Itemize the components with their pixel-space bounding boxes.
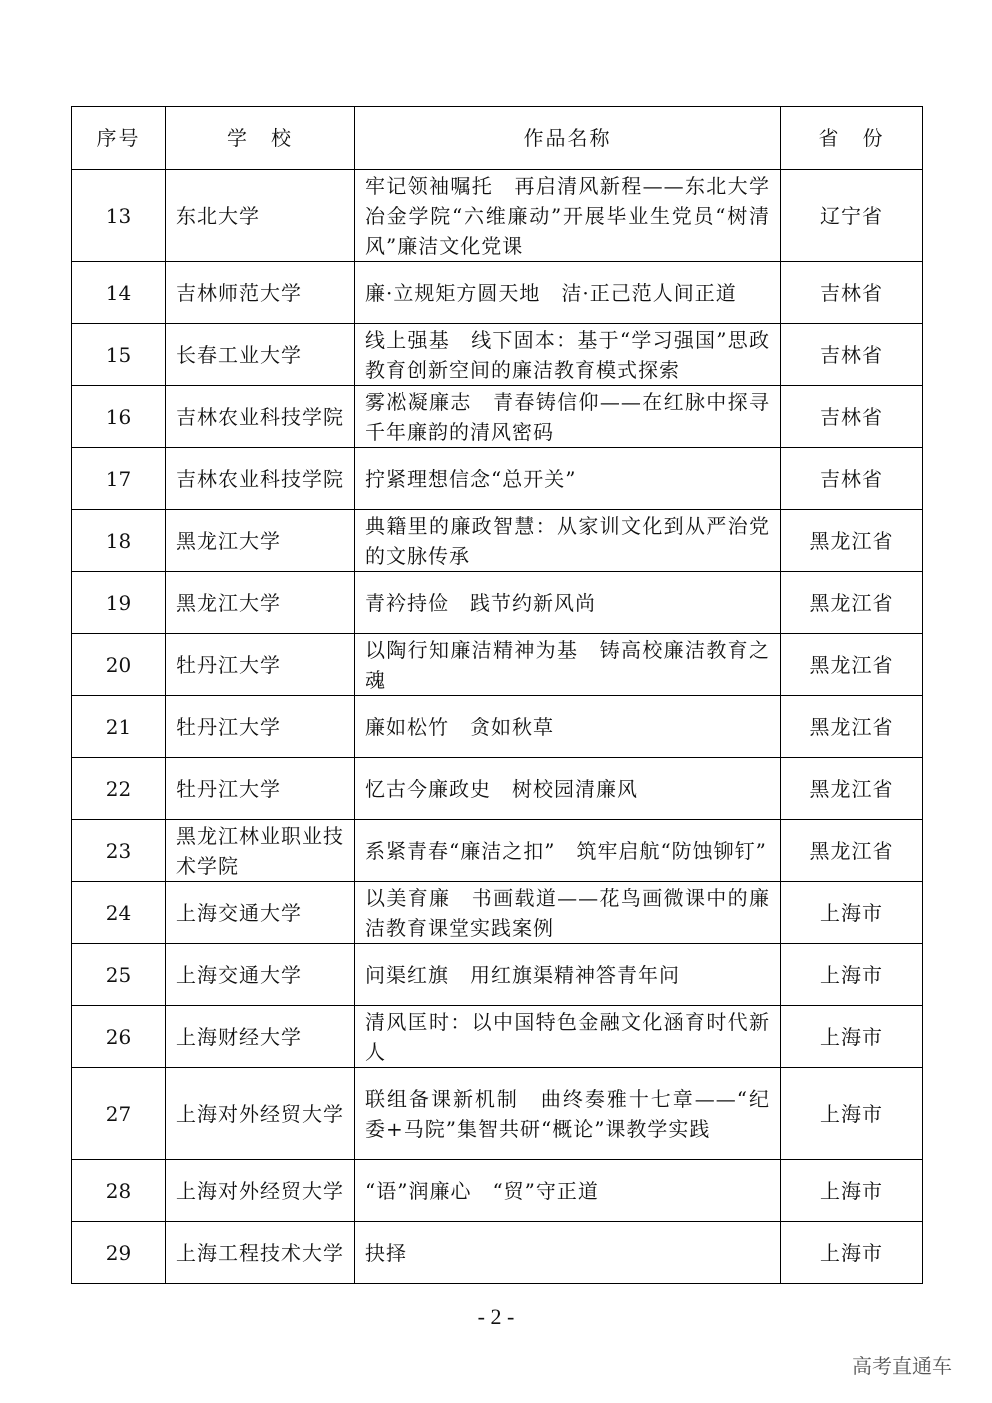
row-num: 14 — [72, 262, 166, 324]
table-row — [72, 944, 923, 1006]
table-row — [72, 1006, 923, 1068]
row-province: 黑龙江省 — [781, 820, 923, 882]
row-province: 吉林省 — [781, 262, 923, 324]
row-work: 忆古今廉政史 树校园清廉风 — [355, 758, 781, 820]
row-num: 21 — [72, 696, 166, 758]
row-province: 黑龙江省 — [781, 758, 923, 820]
row-province: 黑龙江省 — [781, 696, 923, 758]
row-work: 系紧青春“廉洁之扣” 筑牢启航“防蚀铆钉” — [355, 820, 781, 882]
row-num: 17 — [72, 448, 166, 510]
table-row — [72, 820, 923, 882]
row-province: 上海市 — [781, 1222, 923, 1284]
award-table — [71, 106, 923, 1284]
row-school: 牡丹江大学 — [166, 758, 355, 820]
table-row — [72, 758, 923, 820]
row-work: 以陶行知廉洁精神为基 铸高校廉洁教育之魂 — [355, 634, 781, 696]
table-row — [72, 634, 923, 696]
table-row — [72, 696, 923, 758]
row-school: 吉林农业科技学院 — [166, 386, 355, 448]
row-school: 长春工业大学 — [166, 324, 355, 386]
row-num: 15 — [72, 324, 166, 386]
table-header-row — [72, 107, 923, 170]
header-province: 省 份 — [781, 107, 923, 170]
row-school: 吉林农业科技学院 — [166, 448, 355, 510]
row-school: 上海工程技术大学 — [166, 1222, 355, 1284]
row-province: 黑龙江省 — [781, 634, 923, 696]
row-work: 线上强基 线下固本：基于“学习强国”思政教育创新空间的廉洁教育模式探索 — [355, 324, 781, 386]
row-school: 吉林师范大学 — [166, 262, 355, 324]
row-work: 牢记领袖嘱托 再启清风新程——东北大学冶金学院“六维廉动”开展毕业生党员“树清风”廉洁文化党课 — [355, 170, 781, 262]
row-school: 黑龙江林业职业技术学院 — [166, 820, 355, 882]
table-row — [72, 572, 923, 634]
table-row — [72, 324, 923, 386]
row-province: 上海市 — [781, 1006, 923, 1068]
row-num: 23 — [72, 820, 166, 882]
header-num: 序号 — [72, 107, 166, 170]
row-num: 20 — [72, 634, 166, 696]
row-num: 27 — [72, 1068, 166, 1160]
row-work: 以美育廉 书画载道——花鸟画微课中的廉洁教育课堂实践案例 — [355, 882, 781, 944]
row-work: 典籍里的廉政智慧：从家训文化到从严治党的文脉传承 — [355, 510, 781, 572]
row-num: 24 — [72, 882, 166, 944]
header-work: 作品名称 — [355, 107, 781, 170]
row-work: 拧紧理想信念“总开关” — [355, 448, 781, 510]
watermark-text: 高考直通车 — [852, 1354, 952, 1378]
row-work: 廉如松竹 贪如秋草 — [355, 696, 781, 758]
row-work: 雾凇凝廉志 青春铸信仰——在红脉中探寻千年廉韵的清风密码 — [355, 386, 781, 448]
row-work: 联组备课新机制 曲终奏雅十七章——“纪委+马院”集智共研“概论”课教学实践 — [355, 1068, 781, 1160]
row-province: 上海市 — [781, 1068, 923, 1160]
row-work: 抉择 — [355, 1222, 781, 1284]
table-row — [72, 882, 923, 944]
table-row — [72, 262, 923, 324]
row-province: 吉林省 — [781, 386, 923, 448]
table-row — [72, 510, 923, 572]
row-num: 16 — [72, 386, 166, 448]
page-number: - 2 - — [477, 1304, 515, 1329]
row-school: 黑龙江大学 — [166, 510, 355, 572]
row-num: 29 — [72, 1222, 166, 1284]
row-num: 28 — [72, 1160, 166, 1222]
row-num: 18 — [72, 510, 166, 572]
row-school: 上海财经大学 — [166, 1006, 355, 1068]
row-province: 吉林省 — [781, 324, 923, 386]
row-work: 问渠红旗 用红旗渠精神答青年问 — [355, 944, 781, 1006]
table-row — [72, 1222, 923, 1284]
row-work: 廉·立规矩方圆天地 洁·正己范人间正道 — [355, 262, 781, 324]
table-row — [72, 448, 923, 510]
row-school: 上海对外经贸大学 — [166, 1068, 355, 1160]
row-province: 上海市 — [781, 882, 923, 944]
row-province: 吉林省 — [781, 448, 923, 510]
row-work: 青衿持俭 践节约新风尚 — [355, 572, 781, 634]
row-school: 上海交通大学 — [166, 944, 355, 1006]
row-work: 清风匡时：以中国特色金融文化涵育时代新人 — [355, 1006, 781, 1068]
table-row — [72, 170, 923, 262]
row-province: 上海市 — [781, 1160, 923, 1222]
row-school: 牡丹江大学 — [166, 696, 355, 758]
row-work: “语”润廉心 “贸”守正道 — [355, 1160, 781, 1222]
row-province: 黑龙江省 — [781, 572, 923, 634]
row-num: 19 — [72, 572, 166, 634]
header-school: 学 校 — [166, 107, 355, 170]
table-row — [72, 386, 923, 448]
row-num: 13 — [72, 170, 166, 262]
row-school: 上海交通大学 — [166, 882, 355, 944]
table-row — [72, 1068, 923, 1160]
row-num: 22 — [72, 758, 166, 820]
row-school: 东北大学 — [166, 170, 355, 262]
row-province: 黑龙江省 — [781, 510, 923, 572]
row-num: 25 — [72, 944, 166, 1006]
row-school: 牡丹江大学 — [166, 634, 355, 696]
row-province: 辽宁省 — [781, 170, 923, 262]
table-row — [72, 1160, 923, 1222]
row-school: 黑龙江大学 — [166, 572, 355, 634]
row-school: 上海对外经贸大学 — [166, 1160, 355, 1222]
row-province: 上海市 — [781, 944, 923, 1006]
row-num: 26 — [72, 1006, 166, 1068]
